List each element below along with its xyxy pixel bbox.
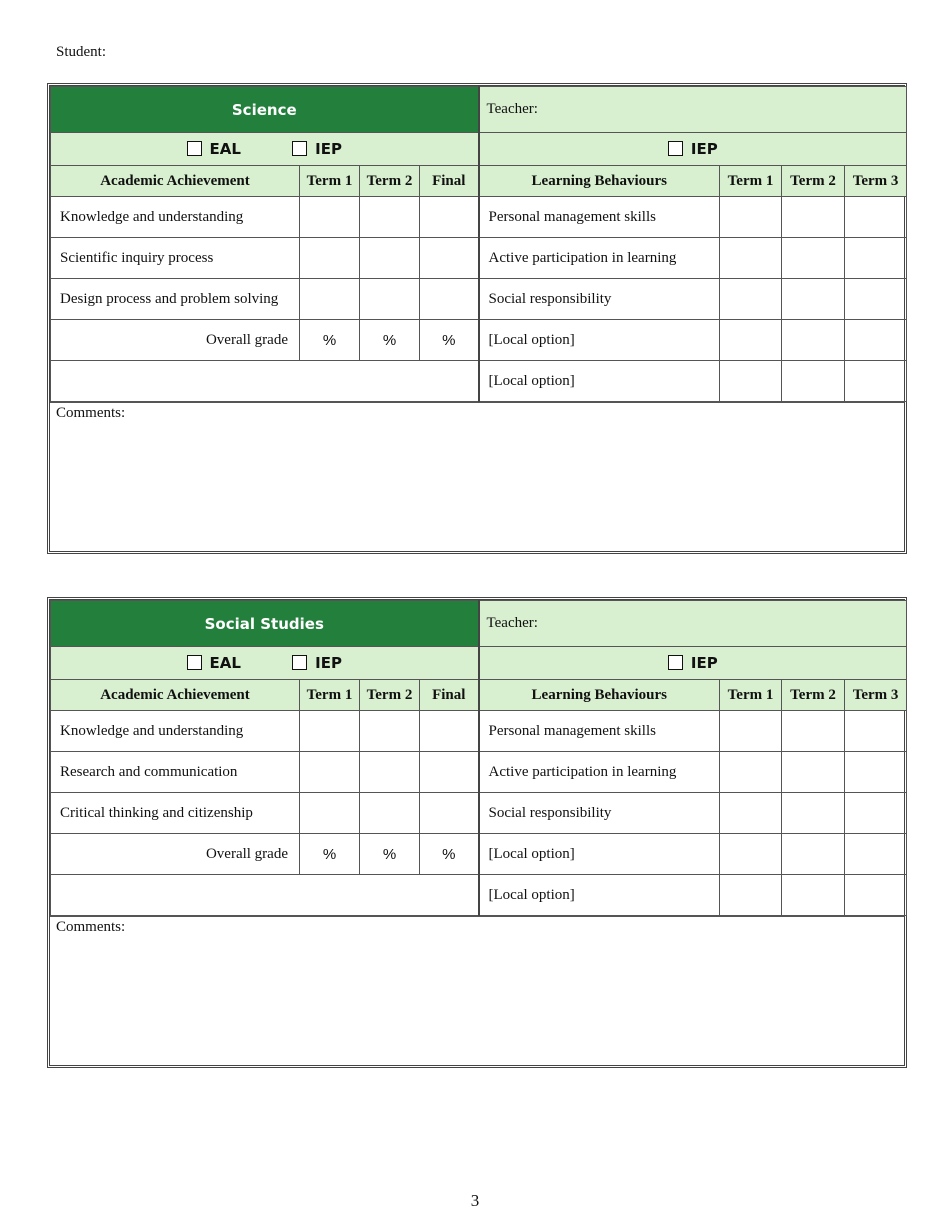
grade-cell[interactable] [782, 834, 845, 875]
grade-cell[interactable] [720, 834, 782, 875]
science-table [50, 86, 907, 402]
checkbox-icon [668, 141, 683, 156]
percent-cell[interactable]: % [420, 320, 479, 361]
comments-box[interactable] [50, 402, 904, 556]
grade-cell[interactable] [360, 793, 420, 834]
grade-cell[interactable] [782, 793, 845, 834]
grade-cell[interactable] [300, 752, 360, 793]
grade-cell[interactable] [720, 238, 782, 279]
percent-cell[interactable]: % [300, 834, 360, 875]
behaviour-label: Social responsibility [479, 793, 720, 834]
achievement-label: Knowledge and understanding [51, 197, 300, 238]
iep-checkbox[interactable]: IEP [292, 654, 342, 672]
column-header: Academic Achievement [51, 680, 300, 711]
teacher-label: Teacher: [479, 87, 907, 133]
grade-cell[interactable] [720, 361, 782, 402]
grade-cell[interactable] [300, 197, 360, 238]
page-number: 3 [470, 1191, 480, 1210]
table-row [51, 361, 907, 402]
overall-grade-label: Overall grade [51, 320, 300, 361]
column-header: Term 1 [300, 166, 360, 197]
support-checkboxes [51, 647, 479, 680]
checkbox-icon [668, 655, 683, 670]
column-header: Term 1 [300, 680, 360, 711]
behaviour-checkboxes [479, 647, 907, 680]
grade-cell[interactable] [360, 711, 420, 752]
comments-label: Comments: [56, 405, 126, 421]
checkbox-icon [292, 141, 307, 156]
table-row [51, 711, 907, 752]
grade-cell[interactable] [720, 320, 782, 361]
grade-cell[interactable] [720, 197, 782, 238]
achievement-label: Research and communication [51, 752, 300, 793]
grade-cell[interactable] [782, 711, 845, 752]
checkbox-icon [187, 141, 202, 156]
grade-cell[interactable] [845, 320, 907, 361]
column-header: Term 3 [845, 680, 907, 711]
grade-cell[interactable] [845, 361, 907, 402]
behaviour-label: [Local option] [479, 834, 720, 875]
table-row [51, 834, 907, 875]
grade-cell[interactable] [845, 834, 907, 875]
social-studies-table [50, 600, 907, 916]
eal-checkbox[interactable]: EAL [187, 140, 241, 158]
grade-cell[interactable] [845, 238, 907, 279]
achievement-label: Design process and problem solving [51, 279, 300, 320]
student-label: Student: [56, 44, 107, 60]
grade-cell[interactable] [360, 197, 420, 238]
grade-cell[interactable] [845, 279, 907, 320]
behaviour-label: Active participation in learning [479, 238, 720, 279]
column-header: Term 2 [782, 166, 845, 197]
behaviour-label: Personal management skills [479, 711, 720, 752]
grade-cell[interactable] [360, 752, 420, 793]
table-row [51, 793, 907, 834]
grade-cell[interactable] [782, 875, 845, 916]
column-header: Learning Behaviours [479, 166, 720, 197]
iep-checkbox[interactable]: IEP [292, 140, 342, 158]
iep-checkbox[interactable]: IEP [668, 140, 718, 158]
comments-box[interactable] [50, 916, 904, 1070]
grade-cell[interactable] [420, 793, 479, 834]
science-section [47, 83, 907, 554]
grade-cell[interactable] [720, 793, 782, 834]
table-row [51, 752, 907, 793]
teacher-label: Teacher: [479, 601, 907, 647]
checkbox-icon [187, 655, 202, 670]
grade-cell[interactable] [782, 238, 845, 279]
grade-cell[interactable] [845, 752, 907, 793]
column-header: Learning Behaviours [479, 680, 720, 711]
behaviour-label: Active participation in learning [479, 752, 720, 793]
grade-cell[interactable] [300, 793, 360, 834]
social-studies-section [47, 597, 907, 1068]
table-row [51, 238, 907, 279]
grade-cell[interactable] [420, 238, 479, 279]
behaviour-checkboxes [479, 133, 907, 166]
grade-cell[interactable] [782, 361, 845, 402]
grade-cell[interactable] [300, 711, 360, 752]
column-header: Final [420, 166, 479, 197]
grade-cell[interactable] [420, 279, 479, 320]
grade-cell[interactable] [720, 875, 782, 916]
grade-cell[interactable] [782, 320, 845, 361]
grade-cell[interactable] [845, 711, 907, 752]
behaviour-label: [Local option] [479, 320, 720, 361]
grade-cell[interactable] [782, 752, 845, 793]
grade-cell[interactable] [420, 752, 479, 793]
grade-cell[interactable] [360, 279, 420, 320]
comments-label: Comments: [56, 919, 126, 935]
table-row [51, 875, 907, 916]
behaviour-label: Social responsibility [479, 279, 720, 320]
grade-cell[interactable] [720, 752, 782, 793]
column-header: Term 2 [782, 680, 845, 711]
table-row [51, 320, 907, 361]
grade-cell[interactable] [720, 279, 782, 320]
grade-cell[interactable] [782, 197, 845, 238]
table-row [51, 279, 907, 320]
percent-cell[interactable]: % [420, 834, 479, 875]
column-header: Term 1 [720, 680, 782, 711]
column-header: Final [420, 680, 479, 711]
column-header: Academic Achievement [51, 166, 300, 197]
grade-cell[interactable] [782, 279, 845, 320]
table-row [51, 197, 907, 238]
grade-cell[interactable] [720, 711, 782, 752]
percent-cell[interactable]: % [300, 320, 360, 361]
achievement-label: Knowledge and understanding [51, 711, 300, 752]
behaviour-label: Personal management skills [479, 197, 720, 238]
grade-cell[interactable] [845, 793, 907, 834]
column-header: Term 2 [360, 166, 420, 197]
grade-cell[interactable] [420, 711, 479, 752]
grade-cell[interactable] [845, 875, 907, 916]
empty-cell [51, 875, 479, 916]
grade-cell[interactable] [845, 197, 907, 238]
column-header: Term 1 [720, 166, 782, 197]
grade-cell[interactable] [300, 238, 360, 279]
grade-cell[interactable] [300, 279, 360, 320]
grade-cell[interactable] [420, 197, 479, 238]
subject-title: Science [51, 87, 479, 133]
column-header: Term 2 [360, 680, 420, 711]
overall-grade-label: Overall grade [51, 834, 300, 875]
column-header: Term 3 [845, 166, 907, 197]
grade-cell[interactable] [360, 238, 420, 279]
empty-cell [51, 361, 479, 402]
checkbox-icon [292, 655, 307, 670]
support-checkboxes [51, 133, 479, 166]
iep-checkbox[interactable]: IEP [668, 654, 718, 672]
subject-title: Social Studies [51, 601, 479, 647]
behaviour-label: [Local option] [479, 361, 720, 402]
percent-cell[interactable]: % [360, 320, 420, 361]
percent-cell[interactable]: % [360, 834, 420, 875]
eal-checkbox[interactable]: EAL [187, 654, 241, 672]
achievement-label: Scientific inquiry process [51, 238, 300, 279]
achievement-label: Critical thinking and citizenship [51, 793, 300, 834]
behaviour-label: [Local option] [479, 875, 720, 916]
